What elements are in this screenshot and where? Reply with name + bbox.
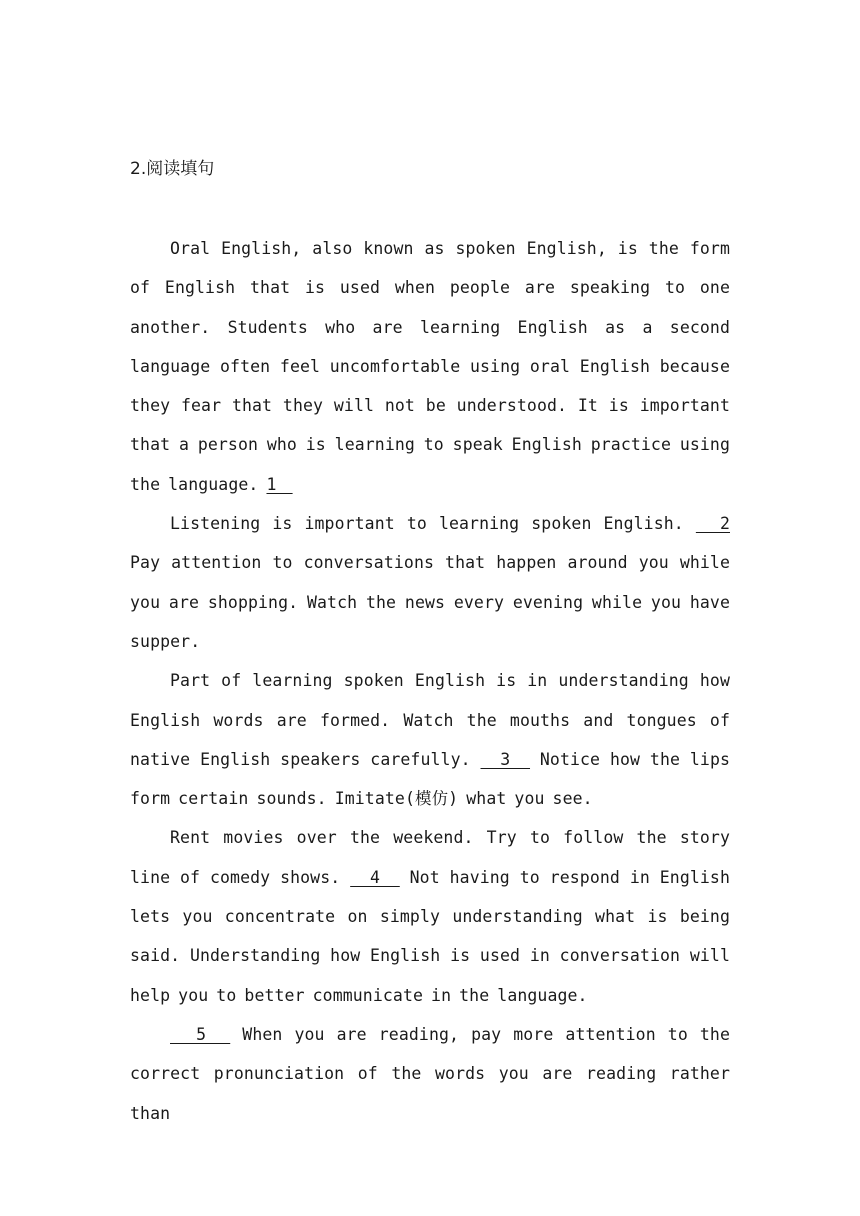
blank-4[interactable]: 4: [350, 867, 400, 887]
paragraph-5: [130, 1015, 730, 1133]
paragraph-text: Rent movies over the weekend. Try to follow the story line of comedy shows.: [130, 828, 730, 887]
section-title: 2.阅读填句: [130, 159, 215, 179]
paragraph-text: Notice how the lips form certain sounds. Imitate(模仿) what you see.: [130, 749, 731, 809]
paragraph-text: Oral English, also known as spoken English, is the form of English that is used when people are speaking to one another. Students who are learning English as a second language often feel uncomfortable using oral English because they fear that they will not be understood. It is important that a person who is learning to speak English practice using the language.: [130, 239, 730, 494]
paragraph-text: Listening is important to learning spoken English.: [170, 514, 696, 534]
blank-3[interactable]: 3: [480, 749, 531, 769]
document-page: [130, 150, 730, 1133]
blank-1[interactable]: 1: [266, 474, 293, 494]
paragraph-1: [130, 229, 730, 504]
paragraph-3: [130, 661, 730, 818]
blank-2[interactable]: 2: [695, 514, 730, 534]
paragraph-4: [130, 818, 730, 1014]
paragraph-text: When you are reading, pay more attention to the correct pronunciation of the words you are reading rather than: [130, 1024, 730, 1123]
paragraph-text: Not having to respond in English lets you concentrate on simply understanding what is being said. Understanding how English is used in conversation will help you to better communicate in the language.: [130, 867, 731, 1005]
paragraph-text: Pay attention to conversations that happen around you while you are shopping. Watch the news every evening while you have supper.: [130, 553, 730, 651]
blank-5[interactable]: 5: [170, 1024, 231, 1044]
paragraph-2: [130, 504, 730, 661]
paragraph-text: Part of learning spoken English is in understanding how English words are formed. Watch the mouths and tongues of native English speakers carefully.: [130, 671, 730, 769]
